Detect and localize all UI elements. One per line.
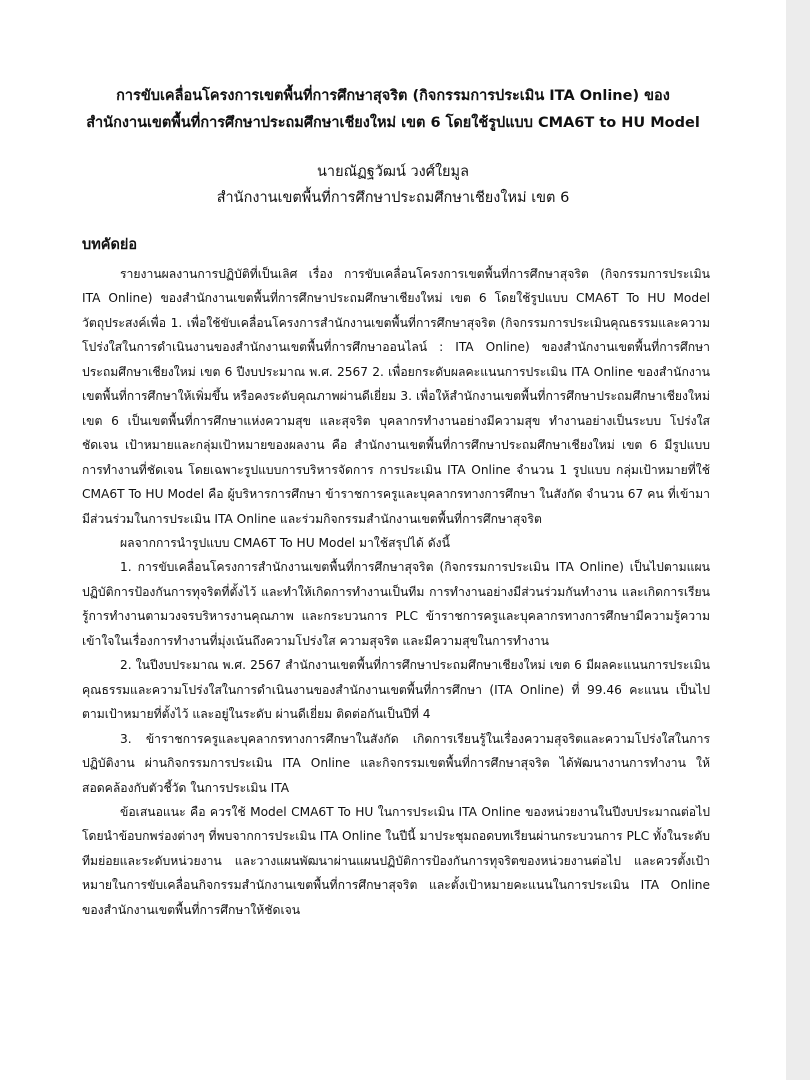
author-name: นายณัฏฐวัฒน์ วงศ์ใยมูล	[317, 164, 469, 180]
abstract-body	[82, 262, 710, 922]
abstract-paragraph-result-2: 2. ในปีงบประมาณ พ.ศ. 2567 สำนักงานเขตพื้นที่การศึกษาประถมศึกษาเชียงใหม่ เขต 6 มีผลคะแนนการประเมินคุณธรรมและความโปร่งใสในการดำเนินงานของสำนักงานเขตพื้นที่การศึกษา (ITA Online) ที่ 99.46 คะแนน เป็นไปตามเป้าหมายที่ตั้งไว้ และอยู่ในระดับ ผ่านดีเยี่ยม ติดต่อกันเป็นปีที่ 4	[82, 658, 710, 722]
document-title-line-1: การขับเคลื่อนโครงการเขตพื้นที่การศึกษาสุจริต (กิจกรรมการประเมิน ITA Online) ของ	[116, 88, 670, 104]
abstract-paragraph-result-3: 3. ข้าราชการครูและบุคลากรทางการศึกษาในสังกัด เกิดการเรียนรู้ในเรื่องความสุจริตและความโปร่งใสในการปฏิบัติงาน ผ่านกิจกรรมการประเมิน ITA Online และกิจกรรมเขตพื้นที่การศึกษาสุจริต ได้พัฒนางานการทำงาน ให้สอดคล้องกับตัวชี้วัด ในการประเมิน ITA	[82, 731, 710, 795]
abstract-paragraph-result-1: 1. การขับเคลื่อนโครงการสำนักงานเขตพื้นที่การศึกษาสุจริต (กิจกรรมการประเมิน ITA Online) เป็นไปตามแผนปฏิบัติการป้องกันการทุจริตที่ตั้งไว้ และทำให้เกิดการทำงานเป็นทีม การทำงานอย่างมีส่วนร่วมกันทำงาน และเกิดการเรียนรู้การทำงานตามวงจรบริหารงานคุณภาพ และกระบวนการ PLC ข้าราชการครูและบุคลากรทางการศึกษามีความรู้ความเข้าใจในเรื่องการทำงานที่มุ่งเน้นถึงความโปร่งใส ความสุจริต และมีความสุขในการทำงาน	[82, 560, 710, 648]
scrollbar-track[interactable]	[786, 0, 810, 1080]
author-affiliation: สำนักงานเขตพื้นที่การศึกษาประถมศึกษาเชียงใหม่ เขต 6	[216, 190, 570, 206]
abstract-heading: บทคัดย่อ	[82, 237, 138, 253]
document-title-line-2: สำนักงานเขตพื้นที่การศึกษาประถมศึกษาเชียงใหม่ เขต 6 โดยใช้รูปแบบ CMA6T to HU Model	[86, 115, 700, 131]
abstract-paragraph-recommendation: ข้อเสนอแนะ คือ ควรใช้ Model CMA6T To HU ในการประเมิน ITA Online ของหน่วยงานในปีงบประมาณต่อไป โดยนำข้อบกพร่องต่างๆ ที่พบจากการประเมิน ITA Online ในปีนี้ มาประชุมถอดบทเรียนผ่านกระบวนการ PLC ทั้งในระดับทีมย่อยและระดับหน่วยงาน และวางแผนพัฒนาผ่านแผนปฏิบัติการป้องกันการทุจริตของหน่วยงานต่อไป และควรตั้งเป้าหมายในการขับเคลื่อนกิจกรรมสำนักงานเขตพื้นที่การศึกษาสุจริต และตั้งเป้าหมายคะแนนในการประเมิน ITA Online ของสำนักงานเขตพื้นที่การศึกษาให้ชัดเจน	[82, 804, 710, 917]
abstract-paragraph-intro: รายงานผลงานการปฏิบัติที่เป็นเลิศ เรื่อง การขับเคลื่อนโครงการเขตพื้นที่การศึกษาสุจริต (กิจกรรมการประเมิน ITA Online) ของสำนักงานเขตพื้นที่การศึกษาประถมศึกษาเชียงใหม่ เขต 6 โดยใช้รูปแบบ CMA6T To HU Model วัตถุประสงค์เพื่อ 1. เพื่อใช้ขับเคลื่อนโครงการสำนักงานเขตพื้นที่การศึกษาสุจริต (กิจกรรมการประเมินคุณธรรมและความโปร่งใสในการดำเนินงานของสำนักงานเขตพื้นที่การศึกษาออนไลน์ : ITA Online) ของสำนักงานเขตพื้นที่การศึกษาประถมศึกษาเชียงใหม่ เขต 6 ปีงบประมาณ พ.ศ. 2567 2. เพื่อยกระดับผลคะแนนการประเมิน ITA Online ของสำนักงานเขตพื้นที่การศึกษาให้เพิ่มขึ้น หรือคงระดับคุณภาพผ่านดีเยี่ยม 3. เพื่อให้สำนักงานเขตพื้นที่การศึกษาประถมศึกษาเชียงใหม่ เขต 6 เป็นเขตพื้นที่การศึกษาแห่งความสุข และสุจริต บุคลากรทำงานอย่างมีความสุข ทำงานอย่างเป็นระบบ โปร่งใส ชัดเจน เป้าหมายและกลุ่มเป้าหมายของผลงาน คือ สำนักงานเขตพื้นที่การศึกษาประถมศึกษาเชียงใหม่ เขต 6 มีรูปแบบการทำงานที่ชัดเจน โดยเฉพาะรูปแบบการบริหารจัดการ การประเมิน ITA Online จำนวน 1 รูปแบบ กลุ่มเป้าหมายที่ใช้ CMA6T To HU Model คือ ผู้บริหารการศึกษา ข้าราชการครูและบุคลากรทางการศึกษา ในสังกัด จำนวน 67 คน ที่เข้ามามีส่วนร่วมในการประเมิน ITA Online และร่วมกิจกรรมสำนักงานเขตพื้นที่การศึกษาสุจริต	[82, 267, 710, 526]
abstract-paragraph-results-lead: ผลจากการนำรูปแบบ CMA6T To HU Model มาใช้สรุปได้ ดังนี้	[120, 535, 450, 550]
